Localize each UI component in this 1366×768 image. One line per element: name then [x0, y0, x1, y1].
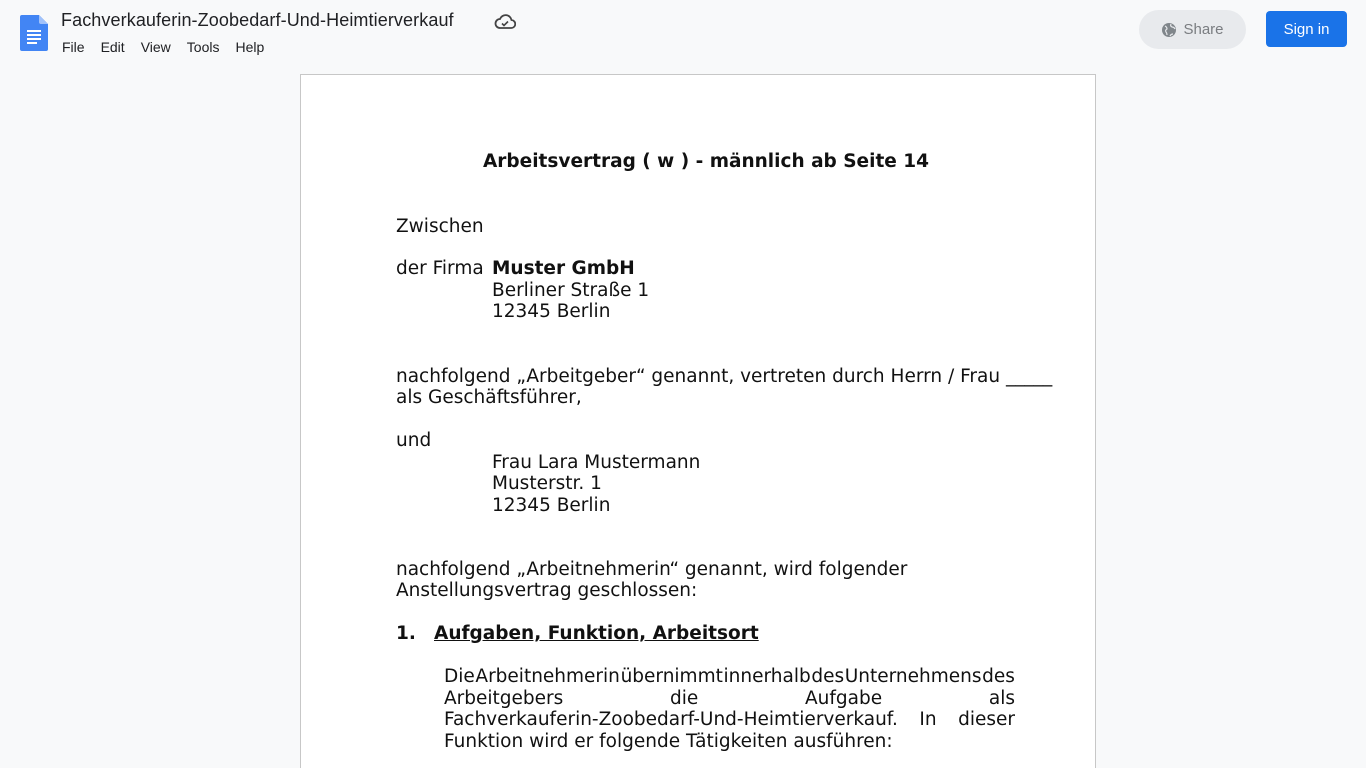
menu-tools[interactable]: Tools [186, 39, 220, 55]
section-1-line-3 [444, 709, 1015, 731]
word: des [982, 666, 1015, 687]
text-zwischen: Zwischen [396, 216, 484, 237]
sign-in-button[interactable]: Sign in [1266, 11, 1347, 47]
cloud-saved-icon[interactable] [494, 12, 516, 32]
employer-paragraph-line-2: als Geschäftsführer, [396, 387, 582, 408]
share-button[interactable] [1139, 10, 1246, 49]
globe-icon [1161, 22, 1177, 38]
section-1-number: 1. [396, 623, 416, 644]
section-1-line-4: Funktion wird er folgende Tätigkeiten ausführen: [444, 731, 893, 752]
word: Arbeitnehmerin [475, 666, 620, 687]
word: Die [444, 666, 475, 687]
menu-bar [54, 36, 272, 58]
top-bar [0, 0, 1366, 64]
section-1-line-2 [444, 688, 1015, 710]
share-label: Share [1183, 21, 1224, 38]
word: als [988, 688, 1015, 709]
employer-city: 12345 Berlin [492, 301, 611, 322]
word: innerhalb [723, 666, 811, 687]
employee-paragraph-line-1: nachfolgend „Arbeitnehmerin“ genannt, wird folgender [396, 559, 908, 580]
word: die [670, 688, 699, 709]
text-firma-label: der Firma [396, 258, 484, 279]
document-page[interactable] [300, 74, 1096, 768]
employee-name: Frau Lara Mustermann [492, 452, 701, 473]
word: übernimmt [620, 666, 723, 687]
document-heading: Arbeitsvertrag ( w ) - männlich ab Seite 14 [482, 151, 930, 172]
word: dieser [958, 709, 1015, 730]
employee-city: 12345 Berlin [492, 495, 611, 516]
word: Unternehmens [844, 666, 982, 687]
document-title[interactable]: Fachverkauferin-Zoobedarf-Und-Heimtierverkauf [61, 10, 454, 30]
employer-name: Muster GmbH [492, 258, 635, 279]
word: des [811, 666, 845, 687]
menu-edit[interactable]: Edit [100, 39, 125, 55]
employer-street: Berliner Straße 1 [492, 280, 650, 301]
employee-street: Musterstr. 1 [492, 473, 602, 494]
word: Arbeitgebers [444, 688, 564, 709]
employer-paragraph-line-1: nachfolgend „Arbeitgeber“ genannt, vertreten durch Herrn / Frau _____ [396, 366, 1053, 387]
menu-view[interactable]: View [140, 39, 171, 55]
word: Fachverkauferin-Zoobedarf-Und-Heimtierverkauf. [444, 709, 898, 730]
word: Aufgabe [805, 688, 883, 709]
menu-help[interactable]: Help [235, 39, 265, 55]
menu-file[interactable]: File [62, 39, 85, 55]
word: In [919, 709, 937, 730]
text-und: und [396, 430, 432, 451]
employee-paragraph-line-2: Anstellungsvertrag geschlossen: [396, 580, 698, 601]
section-1-title: Aufgaben, Funktion, Arbeitsort [434, 623, 759, 644]
section-1-line-1 [444, 666, 1015, 688]
google-docs-icon[interactable] [20, 15, 48, 51]
